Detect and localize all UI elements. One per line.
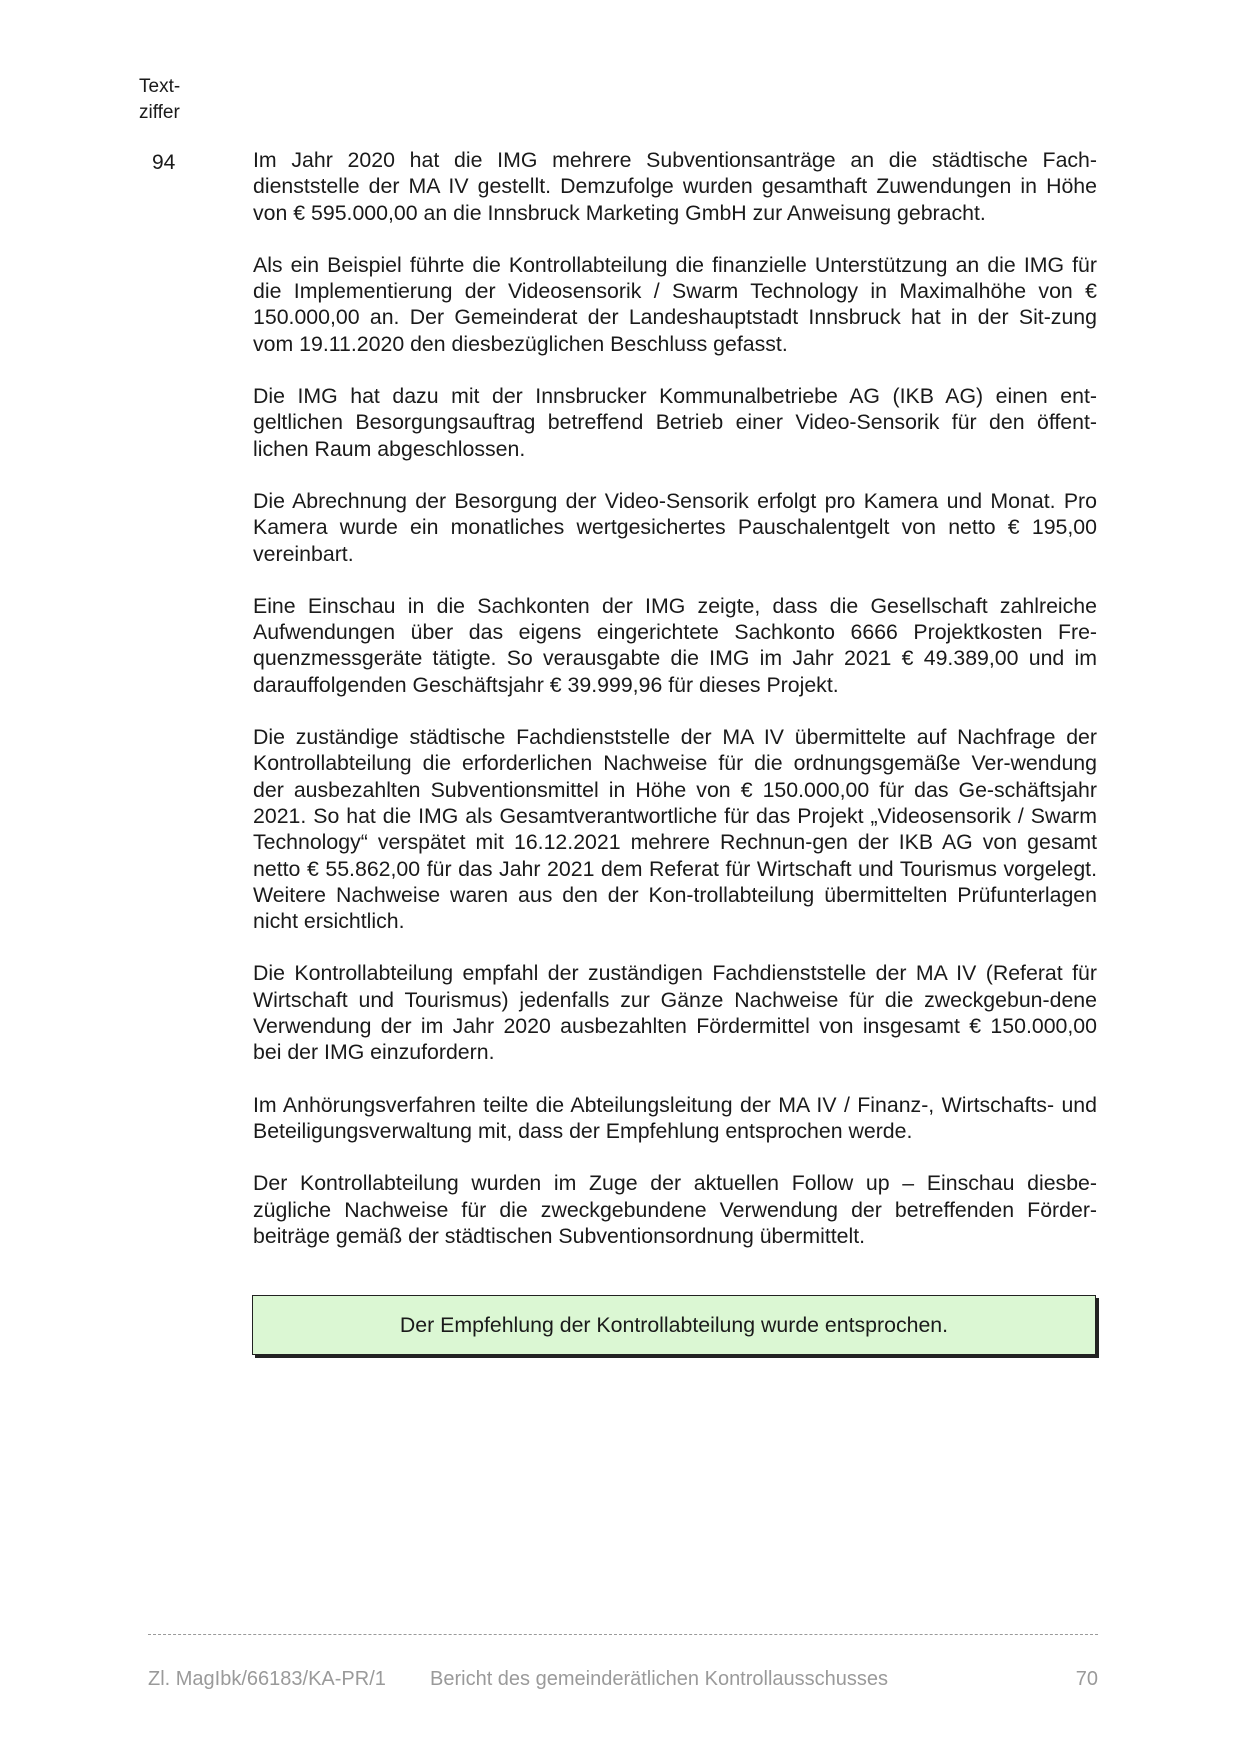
paragraph-5: Eine Einschau in die Sachkonten der IMG zeigte, dass die Gesellschaft zahlreiche Aufwendungen über das eigens eingerichtete Sachkonto 6666 Projektkosten Fre-quenzmessgeräte tätigte. So verausgabte die IMG im Jahr 2021 € 49.389,00 und im darauffolgenden Geschäftsjahr € 39.999,96 für dieses Projekt. (253, 593, 1097, 697)
paragraph-3: Die IMG hat dazu mit der Innsbrucker Kommunalbetriebe AG (IKB AG) einen ent-geltlichen Besorgungsauftrag betreffend Betrieb einer Video-Sensorik für den öffent-lichen Raum abgeschlossen. (253, 384, 1097, 461)
recommendation-status-box (252, 1295, 1096, 1355)
paragraph-7: Die Kontrollabteilung empfahl der zuständigen Fachdienststelle der MA IV (Referat für Wirtschaft und Tourismus) jedenfalls zur Gänze Nachweise für die zweckgebun-dene Verwendung der im Jahr 2020 ausbezahlten Fördermittel von insgesamt € 150.000,00 bei der IMG einzufordern. (253, 961, 1097, 1065)
margin-label (139, 74, 209, 126)
margin-label-line1: Text- (139, 76, 181, 97)
footer-reference: Zl. MagIbk/66183/KA-PR/1 (148, 1668, 386, 1690)
body-text (253, 147, 1097, 1275)
recommendation-status-text: Der Empfehlung der Kontrollabteilung wurde entsprochen. (399, 1312, 949, 1337)
paragraph-2: Als ein Beispiel führte die Kontrollabteilung die finanzielle Unterstützung an die IMG für die Implementierung der Videosensorik / Swarm Technology in Maximalhöhe von € 150.000,00 an. Der Gemeinderat der Landeshauptstadt Innsbruck hat in der Sit-zung vom 19.11.2020 den diesbezüglichen Beschluss gefasst. (253, 252, 1097, 356)
paragraph-9: Der Kontrollabteilung wurden im Zuge der aktuellen Follow up – Einschau diesbe-zügliche Nachweise für die zweckgebundene Verwendung der betreffenden Förder-beiträge gemäß der städtischen Subventionsordnung übermittelt. (253, 1171, 1097, 1248)
section-number: 94 (152, 151, 176, 174)
footer-divider (148, 1634, 1098, 1635)
margin-label-line2: ziffer (139, 102, 180, 123)
footer-title: Bericht des gemeinderätlichen Kontrollausschusses (430, 1668, 889, 1690)
paragraph-1: Im Jahr 2020 hat die IMG mehrere Subventionsanträge an die städtische Fach-dienststelle der MA IV gestellt. Demzufolge wurden gesamthaft Zuwendungen in Höhe von € 595.000,00 an die Innsbruck Marketing GmbH zur Anweisung gebracht. (253, 148, 1097, 225)
page-number: 70 (1075, 1668, 1098, 1690)
paragraph-6: Die zuständige städtische Fachdienststelle der MA IV übermittelte auf Nachfrage der Kontrollabteilung die erforderlichen Nachweise für die ordnungsgemäße Ver-wendung der ausbezahlten Subventionsmittel in Höhe von € 150.000,00 für das Ge-schäftsjahr 2021. So hat die IMG als Gesamtverantwortliche für das Projekt „Videosensorik / Swarm Technology“ verspätet mit 16.12.2021 mehrere Rechnun-gen der IKB AG von gesamt netto € 55.862,00 für das Jahr 2021 dem Referat für Wirtschaft und Tourismus vorgelegt. Weitere Nachweise waren aus den der Kon-trollabteilung übermittelten Prüfunterlagen nicht ersichtlich. (253, 725, 1097, 934)
paragraph-4: Die Abrechnung der Besorgung der Video-Sensorik erfolgt pro Kamera und Monat. Pro Kamera wurde ein monatliches wertgesichertes Pauschalentgelt von netto € 195,00 vereinbart. (253, 488, 1097, 566)
paragraph-8: Im Anhörungsverfahren teilte die Abteilungsleitung der MA IV / Finanz-, Wirtschafts- und Beteiligungsverwaltung mit, dass der Empfehlung entsprochen werde. (253, 1092, 1097, 1143)
